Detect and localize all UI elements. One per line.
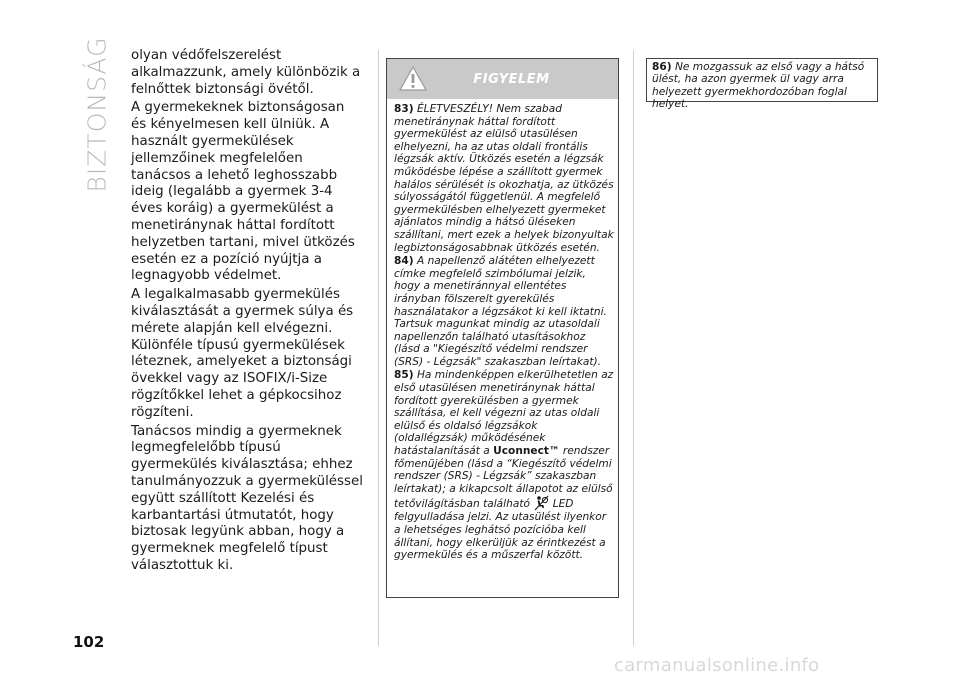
warning-body — [387, 99, 618, 562]
item-number: 85) — [394, 369, 414, 382]
warning-title: FIGYELEM — [473, 71, 550, 87]
left-column — [131, 48, 363, 577]
warning-triangle-icon — [399, 65, 427, 93]
note-box — [646, 58, 878, 111]
item-number: 84) — [394, 255, 414, 268]
paragraph: Tanácsos mindig a gyermeknek legmegfelelőbb típusú gyermekülés kiválasztása; ehhez tanulmányozzuk a gyermeküléssel együtt szállított Kezelési és karbantartási útmutatót, hogy biztosak legyünk abban, hogy a gyermeknek megfelelő típust választottuk ki. — [131, 423, 363, 573]
paragraph: A legalkalmasabb gyermekülés kiválasztását a gyermek súlya és mérete alapján kell elvégezni. Különféle típusú gyermekülések léteznek, amelyeket a biztonsági övekkel vagy az ISOFIX/i-Size rögzítőkkel lehet a gépkocsihoz rögzíteni. — [131, 287, 354, 420]
item-text: ÉLETVESZÉLY! Nem szabad menetiránynak háttal fordított gyermekülést az elülső utasülésen elhelyezni, ha az utas oldali frontális légzsák aktív. Ütközés esetén a légzsák működésbe lépése a szállított gyermek halálos sérülését is okozhatja, az ütközés súlyosságától függetlenül. A megfelelő gyermekülésben elhelyezett gyermeket ajánlatos mindig a hátsó üléseken szállítani, mert ezek a helyek bizonyultak legbiztonságosabbnak ütközés esetén. — [394, 103, 614, 254]
warning-item — [394, 255, 614, 368]
item-text: A napellenző alátéten elhelyezett címke megfelelő szimbólumai jelzik, hogy a menetiránnyal ellentétes irányban fölszerelt gyerekülés használatakor a légzsákot ki kell iktatni. Tartsuk magunkat mindig az utasoldali napellenzőn található utasításokhoz (lásd a "Kiegészítő védelmi rendszer (SRS) - Légzsák" szakaszban leírtakat). — [394, 255, 607, 368]
warning-item — [394, 369, 614, 561]
paragraph: olyan védőfelszerelést alkalmazzunk, amely különbözik a felnőttek biztonsági övétől. — [131, 48, 361, 97]
section-tab-label: BIZTONSÁG — [82, 36, 112, 192]
column-divider — [633, 50, 634, 646]
watermark: carmanualsonline.info — [614, 655, 820, 676]
item-text: rendszer főmenüjében (lásd a “Kiegészítő védelmi rendszer (SRS) - Légzsák” szakaszban leírtakat); a kikapcsolt állapotot az elülső tetővilágításban található — [394, 445, 613, 511]
brand-name: Uconnect™ — [493, 445, 560, 458]
passenger-airbag-off-icon — [533, 495, 549, 511]
paragraph: A gyermekeknek biztonságosan és kényelmesen kell ülniük. A használt gyermekülések jellemzőinek megfelelően tanácsos a lehető leghosszabb ideig (legalább a gyermek 3-4 éves koráig) a gyermekülést a menetiránynak háttal fordított helyzetben tartani, mivel ütközés esetén ez a pozíció nyújtja a legnagyobb védelmet. — [131, 100, 355, 284]
item-text: Ha mindenképpen elkerülhetetlen az első utasülésen menetiránynak háttal fordított gyerekülésben a gyermek szállítása, el kell végezni az utas oldali elülső és oldalsó légzsákok (oldallégzsák) működésének hatástalanítását a — [394, 369, 614, 458]
item-text: LED felgyulladása jelzi. Az utasülést ilyenkor a lehetséges leghátsó pozícióba kell állítani, hogy elkerüljük az érintkezést a gyermekülés és a műszerfal között. — [394, 498, 607, 562]
note-item — [652, 61, 873, 111]
warning-header — [387, 59, 618, 99]
page-number: 102 — [73, 633, 105, 651]
column-divider — [378, 50, 379, 646]
item-number: 83) — [394, 103, 414, 115]
item-text: Ne mozgassuk az első vagy a hátsó ülést, ha azon gyermek ül vagy arra helyezett gyermekhordozóban foglal helyet. — [652, 61, 865, 111]
warning-item — [394, 103, 614, 254]
item-number: 86) — [652, 61, 672, 73]
warning-box — [386, 58, 619, 598]
section-tab — [82, 36, 112, 192]
